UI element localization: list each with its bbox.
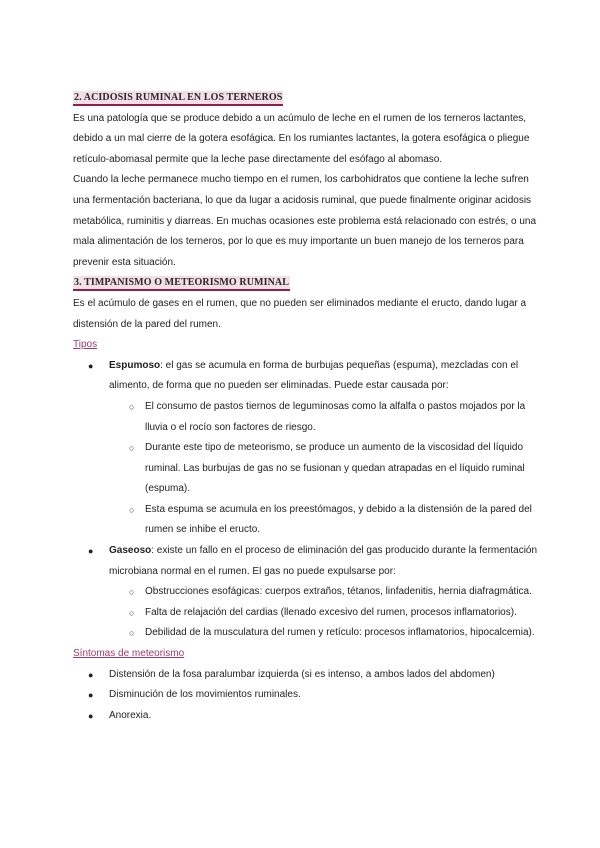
- document-content: [73, 88, 543, 726]
- sub-list: [109, 397, 543, 541]
- bullet-icon: ●: [88, 546, 94, 557]
- list-item: ● Disminución de los movimientos ruminales.: [73, 685, 543, 706]
- sub-list: [109, 582, 543, 644]
- sub-list-item: ○ Esta espuma se acumula en los preestómagos, y debido a la distensión de la pared del rumen se inhibe el eructo.: [73, 500, 543, 541]
- bullet-icon: ●: [88, 360, 94, 371]
- sub-list-item: ○ Obstrucciones esofágicas: cuerpos extraños, tétanos, linfadenitis, hernia diafragmática.: [73, 582, 543, 603]
- paragraph: Es el acúmulo de gases en el rumen, que no pueden ser eliminados mediante el eructo, dando lugar a distensión de la pared del rumen.: [73, 297, 527, 330]
- bullet-icon: ●: [88, 710, 94, 721]
- list-item: [73, 541, 543, 644]
- term-text: : existe un fallo en el proceso de eliminación del gas producido durante la fermentación microbiana normal en el rumen. El gas no puede expulsarse por:: [109, 545, 538, 577]
- tipos-list: [73, 356, 543, 644]
- paragraph: Cuando la leche permanece mucho tiempo en el rumen, los carbohidratos que contiene la leche sufren una fermentación bacteriana, lo que da lugar a acidosis ruminal, que puede finalmente originar acidosis metabólica, ruminitis y diarreas. En muchas ocasiones este problema está relacionado con estrés, o una mala alimentación de los terneros, por lo que es muy importante un buen manejo de los terneros para prevenir esta situación.: [73, 174, 537, 268]
- bullet-icon: ●: [88, 669, 94, 680]
- sub-list-item: ○ Durante este tipo de meteorismo, se produce un aumento de la viscosidad del líquido ruminal. Las burbujas de gas no se fusionan y quedan atrapadas en el líquido ruminal (espuma).: [73, 438, 543, 500]
- sub-list-item: ○ Falta de relajación del cardias (llenado excesivo del rumen, procesos inflamatorios).: [73, 603, 543, 624]
- list-item: ● Anorexia.: [73, 706, 543, 727]
- list-item: ● Distensión de la fosa paralumbar izquierda (si es intenso, a ambos lados del abdomen): [73, 665, 543, 686]
- term-text: : el gas se acumula en forma de burbujas pequeñas (espuma), mezcladas con el alimento, de forma que no pueden ser eliminadas. Puede estar causada por:: [109, 359, 519, 392]
- list-item: [73, 356, 543, 541]
- circle-bullet-icon: ○: [129, 504, 135, 515]
- circle-bullet-icon: ○: [129, 628, 135, 639]
- term-label: Espumoso: [109, 359, 161, 371]
- circle-bullet-icon: ○: [129, 401, 135, 412]
- paragraph: Es una patología que se produce debido a un acúmulo de leche en el rumen de los terneros lactantes, debido a un mal cierre de la gotera esofágica. En los rumiantes lactantes, la gotera esofágica o pliegue retículo-abomasal permite que la leche pase directamente del esófago al abomaso.: [73, 112, 530, 165]
- circle-bullet-icon: ○: [129, 587, 135, 598]
- sintomas-list: [73, 665, 543, 727]
- section-heading-timpanismo: 3. TIMPANISMO O METEORISMO RUMINAL: [73, 276, 290, 291]
- section-heading-acidosis: 2. ACIDOSIS RUMINAL EN LOS TERNEROS: [73, 91, 283, 106]
- circle-bullet-icon: ○: [129, 607, 135, 618]
- bullet-icon: ●: [88, 690, 94, 701]
- circle-bullet-icon: ○: [129, 443, 135, 454]
- subheading-tipos: Tipos: [73, 339, 98, 351]
- sub-list-item: ○ El consumo de pastos tiernos de leguminosas como la alfalfa o pastos mojados por la lluvia o el rocío son factores de riesgo.: [73, 397, 543, 438]
- sub-list-item: ○ Debilidad de la musculatura del rumen y retículo: procesos inflamatorios, hipocalcemia).: [73, 623, 543, 644]
- subheading-sintomas: Síntomas de meteorismo: [73, 648, 185, 660]
- term-label: Gaseoso: [109, 545, 152, 557]
